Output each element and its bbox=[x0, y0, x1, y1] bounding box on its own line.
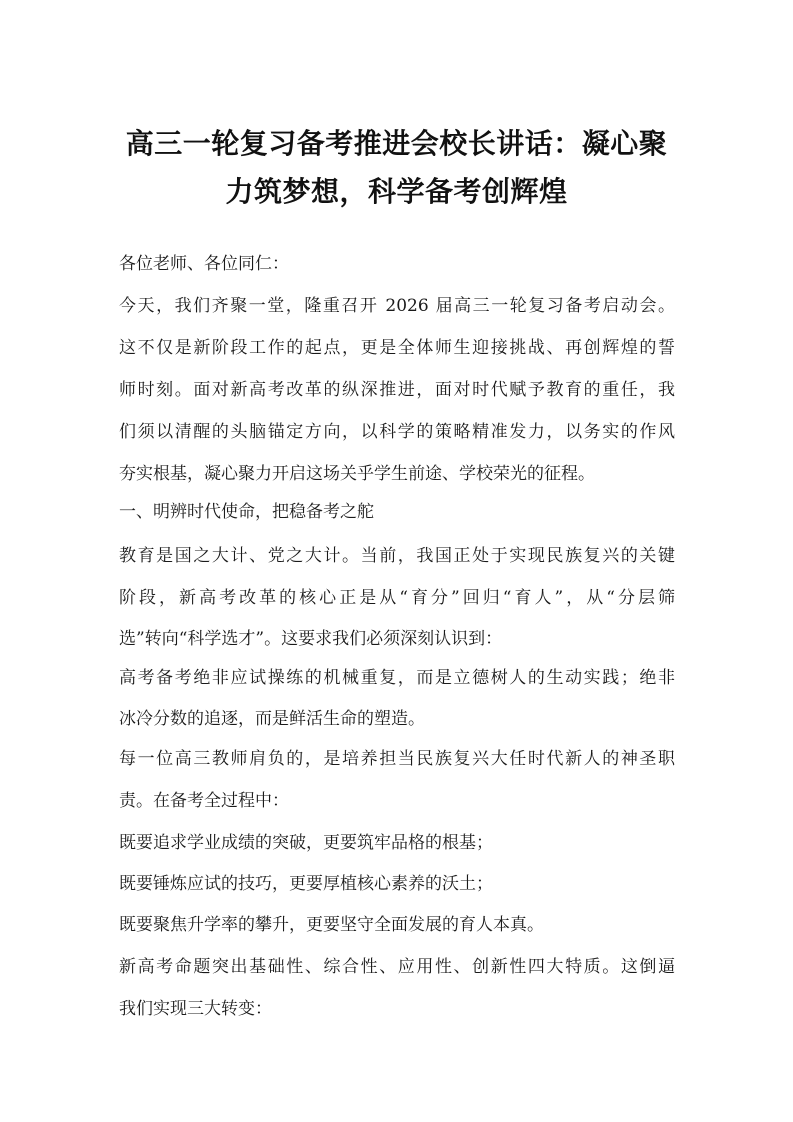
body-line: 师时刻。面对新高考改革的纵深推进，面对时代赋予教育的重任，我 bbox=[119, 380, 675, 400]
body-line: 既要追求学业成绩的突破，更要筑牢品格的根基； bbox=[119, 833, 493, 853]
body-line: 既要锤炼应试的技巧，更要厚植核心素养的沃土； bbox=[119, 874, 493, 894]
body-line: 冰冷分数的追逐，而是鲜活生命的塑造。 bbox=[119, 709, 425, 729]
body-line: 新高考命题突出基础性、综合性、应用性、创新性四大特质。这倒逼 bbox=[119, 957, 675, 977]
body-line: 每一位高三教师肩负的，是培养担当民族复兴大任时代新人的神圣职 bbox=[119, 749, 675, 769]
body-line: 们须以清醒的头脑锚定方向，以科学的策略精准发力，以务实的作风 bbox=[119, 422, 675, 442]
body-line: 这不仅是新阶段工作的起点，更是全体师生迎接挑战、再创辉煌的誓 bbox=[119, 338, 675, 358]
body-line: 高考备考绝非应试操练的机械重复，而是立德树人的生动实践；绝非 bbox=[119, 668, 675, 688]
body-line: 责。在备考全过程中： bbox=[119, 791, 289, 811]
salutation: 各位老师、各位同仁： bbox=[119, 254, 289, 274]
body-line: 教育是国之大计、党之大计。当前，我国正处于实现民族复兴的关键 bbox=[119, 546, 675, 566]
section-heading: 一、明辨时代使命，把稳备考之舵 bbox=[119, 502, 374, 522]
body-line: 阶段，新高考改革的核心正是从“育分”回归“育人”，从“分层筛 bbox=[119, 588, 675, 608]
document-title-line-2: 力筑梦想，科学备考创辉煌 bbox=[225, 175, 568, 208]
body-line: 选”转向“科学选才”。这要求我们必须深刻认识到： bbox=[119, 629, 503, 649]
body-line: 我们实现三大转变： bbox=[119, 999, 272, 1019]
body-line: 夯实根基，凝心聚力开启这场关乎学生前途、学校荣光的征程。 bbox=[119, 464, 595, 484]
body-line: 今天，我们齐聚一堂，隆重召开 2026 届高三一轮复习备考启动会。 bbox=[119, 296, 675, 316]
body-line: 既要聚焦升学率的攀升，更要坚守全面发展的育人本真。 bbox=[119, 915, 544, 935]
document-title-line-1: 高三一轮复习备考推进会校长讲话：凝心聚 bbox=[125, 127, 668, 160]
